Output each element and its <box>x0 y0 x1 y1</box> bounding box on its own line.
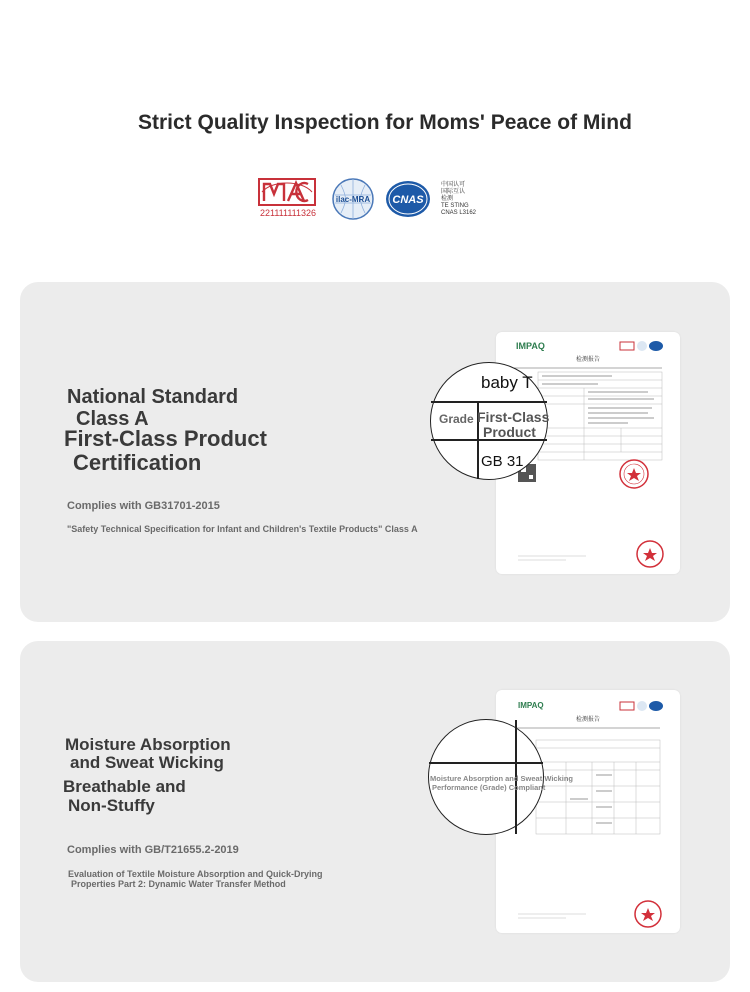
zoom-divider-horizontal <box>429 762 543 764</box>
report-title: 检测报告 <box>575 716 601 723</box>
zoom-text-line-2: Performance (Grade) Compliant <box>432 783 546 792</box>
report-title: 检测报告 <box>575 356 601 363</box>
zoom-grade-label: Grade <box>439 412 474 426</box>
headline-line-3: Breathable and <box>63 777 186 796</box>
zoom-text-line-3: GB 31 <box>481 453 524 470</box>
certification-card-moisture <box>20 641 730 982</box>
standard-description-line-1: Evaluation of Textile Moisture Absorption and Quick-Drying <box>68 869 323 879</box>
headline-line-4: Non-Stuffy <box>68 796 155 815</box>
zoom-divider-top <box>431 401 547 403</box>
cma-mark-icon <box>258 178 316 206</box>
report-brand: IMPAQ <box>516 341 545 351</box>
page-title: Strict Quality Inspection for Moms' Peace of Mind <box>138 111 632 134</box>
standard-text: Complies with GB/T21655.2-2019 <box>67 844 239 856</box>
zoom-text-line-1: Moisture Absorption and Sweat Wicking <box>430 774 573 783</box>
certification-card-class-a <box>20 282 730 622</box>
svg-text:CNAS: CNAS <box>392 194 424 206</box>
cnas-accreditation-text: 中国认可 国际互认 检测 TE STING CNAS L3162 <box>441 181 477 216</box>
magnifier-zoom <box>428 719 573 835</box>
svg-text:ilac-MRA: ilac-MRA <box>335 195 371 204</box>
headline-line-4: Certification <box>73 450 202 475</box>
cma-logo <box>255 176 321 222</box>
standard-description: "Safety Technical Specification for Infant and Children's Textile Products" Class A <box>67 524 418 534</box>
zoom-text-line-1: baby T <box>481 373 533 392</box>
cma-number: 221111111326 <box>259 208 317 218</box>
headline-line-2: and Sweat Wicking <box>70 753 224 772</box>
headline-line-1: Moisture Absorption <box>65 735 231 754</box>
zoom-grade-value-1: First-Class <box>477 409 550 425</box>
cnas-logo-icon <box>385 179 431 219</box>
headline-line-1: National Standard <box>67 386 239 408</box>
standard-description-line-2: Properties Part 2: Dynamic Water Transfer Method <box>71 879 286 889</box>
headline-line-3: First-Class Product <box>64 426 267 451</box>
report-brand: IMPAQ <box>518 701 544 710</box>
magnifier-zoom <box>430 362 548 480</box>
headline-line-2: Class A <box>76 408 149 430</box>
certification-logos <box>255 176 483 222</box>
zoom-grade-value-2: Product <box>483 424 536 440</box>
ilac-mra-logo-icon <box>331 177 375 221</box>
standard-text: Complies with GB31701-2015 <box>67 500 220 512</box>
